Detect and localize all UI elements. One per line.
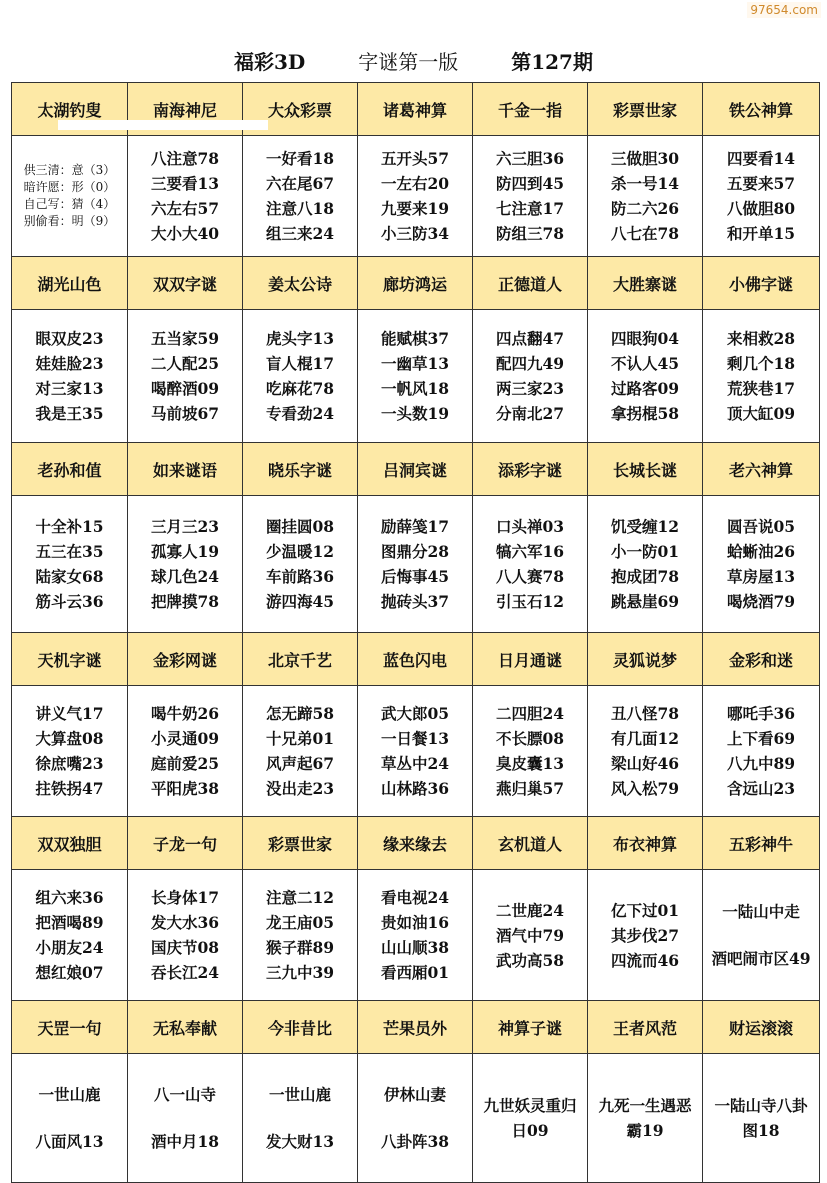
source-name-cell: 大众彩票	[243, 83, 358, 136]
source-name-cell: 天罡一句	[12, 1001, 128, 1054]
riddle-line: 哪吒手36	[726, 704, 796, 723]
source-name-cell: 老孙和值	[12, 443, 128, 496]
riddle-line: 燕归巢57	[495, 779, 565, 798]
riddle-cell	[358, 870, 473, 1001]
riddle-cell	[473, 136, 588, 257]
riddle-line: 防四到45	[495, 174, 565, 193]
riddle-line: 饥受缠12	[610, 517, 680, 536]
riddle-line: 讲义气17	[35, 704, 104, 723]
riddle-line: 五开头57	[380, 149, 450, 168]
riddle-cell	[703, 136, 820, 257]
riddle-line: 分南北27	[495, 404, 565, 423]
source-name-cell: 添彩字谜	[473, 443, 588, 496]
title-lottery: 福彩3D	[234, 50, 306, 74]
riddle-cell	[12, 136, 128, 257]
riddle-line: 八做胆80	[726, 199, 796, 218]
riddle-line: 八面风13	[35, 1132, 104, 1151]
riddle-line: 五三在35	[35, 542, 104, 561]
riddle-line: 圆吾说05	[726, 517, 796, 536]
riddle-line: 四点翻47	[495, 329, 565, 348]
source-name-cell: 太湖钓叟	[12, 83, 128, 136]
riddle-line: 车前路36	[265, 567, 335, 586]
source-name-cell: 正德道人	[473, 257, 588, 310]
riddle-line: 风入松79	[610, 779, 680, 798]
riddle-line: 对三家13	[35, 379, 104, 398]
riddle-line: 三九中39	[265, 963, 335, 982]
riddle-line: 少温暖12	[265, 542, 335, 561]
riddle-cell	[12, 870, 128, 1001]
riddle-cell	[358, 496, 473, 633]
riddle-line: 后悔事45	[380, 567, 450, 586]
riddle-line: 九死一生遇恶霸19	[598, 1096, 692, 1140]
riddle-line: 长身体17	[150, 888, 220, 907]
riddle-line: 虎头字13	[265, 329, 335, 348]
riddle-row	[12, 1054, 820, 1183]
spacer	[358, 1107, 472, 1129]
source-name-cell: 诸葛神算	[358, 83, 473, 136]
riddle-cell	[243, 496, 358, 633]
riddle-line: 猴子群89	[265, 938, 335, 957]
riddle-line: 把牌摸78	[150, 592, 220, 611]
riddle-line: 六三胆36	[495, 149, 565, 168]
source-name-cell: 彩票世家	[243, 817, 358, 870]
spacer	[243, 1107, 357, 1129]
riddle-line: 八七在78	[610, 224, 680, 243]
riddle-line: 供三清：意（3）	[23, 163, 116, 177]
riddle-line: 一左右20	[380, 174, 450, 193]
riddle-line: 八九中89	[726, 754, 796, 773]
riddle-cell	[703, 496, 820, 633]
riddle-line: 拿拐棍58	[610, 404, 680, 423]
source-name-cell: 子龙一句	[128, 817, 243, 870]
riddle-cell	[473, 870, 588, 1001]
riddle-cell	[128, 310, 243, 443]
riddle-line: 一世山鹿	[38, 1085, 101, 1104]
riddle-line: 眼双皮23	[35, 329, 104, 348]
riddle-line: 五当家59	[150, 329, 220, 348]
source-name-cell: 今非昔比	[243, 1001, 358, 1054]
riddle-cell	[703, 686, 820, 817]
riddle-cell	[128, 136, 243, 257]
riddle-line: 风声起67	[265, 754, 335, 773]
source-name-cell: 吕洞宾谜	[358, 443, 473, 496]
riddle-cell	[473, 686, 588, 817]
riddle-line: 剩几个18	[726, 354, 796, 373]
riddle-line: 小灵通09	[150, 729, 220, 748]
riddle-line: 不长膘08	[495, 729, 565, 748]
riddle-line: 喝牛奶26	[150, 704, 220, 723]
riddle-line: 图鼎分28	[380, 542, 450, 561]
riddle-line: 组六来36	[35, 888, 104, 907]
riddle-line: 平阳虎38	[150, 779, 220, 798]
riddle-line: 我是王35	[35, 404, 104, 423]
riddle-line: 上下看69	[726, 729, 796, 748]
riddle-line: 小三防34	[380, 224, 450, 243]
spacer	[128, 1107, 242, 1129]
riddle-line: 二人配25	[150, 354, 220, 373]
riddle-cell	[128, 496, 243, 633]
riddle-line: 二四胆24	[495, 704, 565, 723]
riddle-line: 马前坡67	[150, 404, 220, 423]
riddle-line: 把酒喝89	[35, 913, 104, 932]
header-row	[12, 1001, 820, 1054]
riddle-line: 盲人棍17	[265, 354, 335, 373]
riddle-line: 贵如油16	[380, 913, 450, 932]
source-name-cell: 蓝色闪电	[358, 633, 473, 686]
riddle-cell	[128, 686, 243, 817]
riddle-row	[12, 870, 820, 1001]
riddle-line: 组三来24	[265, 224, 335, 243]
riddle-line: 三月三23	[150, 517, 220, 536]
riddle-line: 注意二12	[265, 888, 335, 907]
riddle-line: 国庆节08	[150, 938, 220, 957]
riddle-line: 山山顺38	[380, 938, 450, 957]
riddle-line: 武大郎05	[380, 704, 450, 723]
riddle-line: 一幽草13	[380, 354, 450, 373]
riddle-line: 口头禅03	[495, 517, 565, 536]
riddle-line: 喝烧酒79	[726, 592, 796, 611]
riddle-line: 酒吧闹市区49	[711, 949, 811, 968]
riddle-line: 五要来57	[726, 174, 796, 193]
riddle-cell	[243, 310, 358, 443]
riddle-line: 能赋棋37	[380, 329, 450, 348]
riddle-line: 八注意78	[150, 149, 220, 168]
riddle-line: 大算盘08	[35, 729, 104, 748]
source-name-cell: 灵狐说梦	[588, 633, 703, 686]
source-name-cell: 金彩网谜	[128, 633, 243, 686]
riddle-line: 配四九49	[495, 354, 565, 373]
riddle-line: 防组三78	[495, 224, 565, 243]
riddle-line: 庭前爱25	[150, 754, 220, 773]
source-name-cell: 廊坊鸿运	[358, 257, 473, 310]
riddle-line: 一陆山中走	[722, 902, 800, 921]
header-row	[12, 443, 820, 496]
riddle-line: 过路客09	[610, 379, 680, 398]
riddle-line: 其步伐27	[610, 925, 680, 945]
riddle-line: 蛤蜥油26	[726, 542, 796, 561]
riddle-line: 抱成团78	[610, 567, 680, 586]
riddle-line: 含远山23	[726, 779, 796, 798]
riddle-cell	[243, 1054, 358, 1183]
riddle-line: 酒中月18	[150, 1132, 220, 1151]
source-name-cell: 千金一指	[473, 83, 588, 136]
riddle-cell	[703, 310, 820, 443]
source-name-cell: 金彩和迷	[703, 633, 820, 686]
riddle-line: 四要看14	[726, 149, 796, 168]
riddle-line: 来相救28	[726, 329, 796, 348]
riddle-line: 十全补15	[35, 517, 104, 536]
riddle-line: 大小大40	[150, 224, 220, 243]
source-name-cell: 双双字谜	[128, 257, 243, 310]
source-name-cell: 五彩神牛	[703, 817, 820, 870]
puzzle-grid	[11, 82, 820, 1183]
source-name-cell: 南海神尼	[128, 83, 243, 136]
riddle-cell	[703, 1054, 820, 1183]
riddle-cell	[473, 1054, 588, 1183]
riddle-cell	[12, 496, 128, 633]
riddle-line: 暗许愿：形（0）	[23, 180, 116, 194]
source-name-cell: 天机字谜	[12, 633, 128, 686]
riddle-line: 徐庶嘴23	[35, 754, 104, 773]
riddle-line: 别偷看：明（9）	[23, 214, 116, 228]
source-name-cell: 玄机道人	[473, 817, 588, 870]
riddle-cell	[588, 496, 703, 633]
header-row	[12, 633, 820, 686]
riddle-line: 娃娃脸23	[35, 354, 104, 373]
source-name-cell: 双双独胆	[12, 817, 128, 870]
riddle-cell	[588, 136, 703, 257]
spacer	[12, 1107, 127, 1129]
riddle-line: 十兄弟01	[265, 729, 335, 748]
riddle-line: 八卦阵38	[380, 1132, 450, 1151]
title-issue: 第127期	[511, 50, 593, 74]
source-name-cell: 王者风范	[588, 1001, 703, 1054]
riddle-line: 丑八怪78	[610, 704, 680, 723]
riddle-line: 筋斗云36	[35, 592, 104, 611]
riddle-line: 杀一号14	[610, 174, 680, 193]
riddle-cell	[473, 496, 588, 633]
riddle-line: 亿下过01	[610, 900, 680, 920]
riddle-line: 九要来19	[380, 199, 450, 218]
riddle-cell	[358, 686, 473, 817]
riddle-line: 有几面12	[610, 729, 680, 748]
riddle-line: 草房屋13	[726, 567, 796, 586]
riddle-cell	[703, 870, 820, 1001]
riddle-line: 一陆山寺八卦图18	[714, 1096, 808, 1140]
riddle-line: 臭皮囊13	[495, 754, 565, 773]
riddle-line: 六左右57	[150, 199, 220, 218]
riddle-line: 防二六26	[610, 199, 680, 218]
source-name-cell: 布衣神算	[588, 817, 703, 870]
riddle-line: 三做胆30	[610, 149, 680, 168]
riddle-line: 一帆风18	[380, 379, 450, 398]
riddle-line: 两三家23	[495, 379, 565, 398]
riddle-line: 陆家女68	[35, 567, 104, 586]
riddle-line: 看电视24	[380, 888, 450, 907]
riddle-line: 喝醉酒09	[150, 379, 220, 398]
source-name-cell: 神算子谜	[473, 1001, 588, 1054]
riddle-line: 圈挂圆08	[265, 517, 335, 536]
riddle-line: 怎无蹄58	[265, 704, 335, 723]
watermark: 97654.com	[747, 2, 821, 18]
riddle-row	[12, 310, 820, 443]
riddle-cell	[588, 310, 703, 443]
source-name-cell: 财运滚滚	[703, 1001, 820, 1054]
riddle-line: 没出走23	[265, 779, 335, 798]
riddle-line: 小一防01	[610, 542, 680, 561]
riddle-line: 想红娘07	[35, 963, 104, 982]
source-name-cell: 长城长谜	[588, 443, 703, 496]
riddle-line: 山林路36	[380, 779, 450, 798]
riddle-line: 引玉石12	[495, 592, 565, 611]
riddle-line: 犒六军16	[495, 542, 565, 561]
header-row	[12, 257, 820, 310]
riddle-line: 四流而46	[610, 950, 680, 970]
header-row	[12, 817, 820, 870]
riddle-line: 看西厢01	[380, 963, 450, 982]
riddle-cell	[12, 686, 128, 817]
riddle-line: 球几色24	[150, 567, 220, 586]
title-edition: 字谜第一版	[358, 50, 459, 74]
riddle-line: 孤寡人19	[150, 542, 220, 561]
riddle-line: 跳悬崖69	[610, 592, 680, 611]
riddle-line: 武功高58	[495, 950, 565, 970]
riddle-line: 吞长江24	[150, 963, 220, 982]
source-name-cell: 湖光山色	[12, 257, 128, 310]
riddle-row	[12, 136, 820, 257]
source-name-cell: 北京千艺	[243, 633, 358, 686]
riddle-cell	[588, 1054, 703, 1183]
source-name-cell: 日月通谜	[473, 633, 588, 686]
riddle-line: 顶大缸09	[726, 404, 796, 423]
riddle-line: 草丛中24	[380, 754, 450, 773]
riddle-line: 八人赛78	[495, 567, 565, 586]
riddle-line: 四眼狗04	[610, 329, 680, 348]
riddle-cell	[473, 310, 588, 443]
riddle-cell	[12, 310, 128, 443]
source-name-cell: 如来谜语	[128, 443, 243, 496]
riddle-line: 发大财13	[265, 1132, 335, 1151]
riddle-cell	[358, 1054, 473, 1183]
riddle-row	[12, 686, 820, 817]
riddle-line: 发大水36	[150, 913, 220, 932]
spacer	[703, 924, 819, 946]
source-name-cell: 大胜寨谜	[588, 257, 703, 310]
riddle-line: 荒狭巷17	[726, 379, 796, 398]
riddle-cell	[128, 870, 243, 1001]
riddle-cell	[128, 1054, 243, 1183]
riddle-line: 专看劲24	[265, 404, 335, 423]
riddle-line: 六在尾67	[265, 174, 335, 193]
source-name-cell: 老六神算	[703, 443, 820, 496]
page-title	[0, 46, 827, 76]
riddle-line: 二世鹿24	[495, 900, 565, 920]
riddle-line: 三要看13	[150, 174, 220, 193]
source-name-cell: 姜太公诗	[243, 257, 358, 310]
riddle-cell	[243, 870, 358, 1001]
riddle-line: 一世山鹿	[268, 1085, 331, 1104]
riddle-line: 九世妖灵重归日09	[483, 1096, 577, 1140]
riddle-line: 游四海45	[265, 592, 335, 611]
source-name-cell: 缘来缘去	[358, 817, 473, 870]
source-name-cell: 无私奉献	[128, 1001, 243, 1054]
riddle-line: 自己写：猜（4）	[23, 197, 116, 211]
riddle-line: 一好看18	[265, 149, 335, 168]
riddle-line: 小朋友24	[35, 938, 104, 957]
riddle-line: 注意八18	[265, 199, 335, 218]
riddle-line: 龙王庙05	[265, 913, 335, 932]
riddle-line: 七注意17	[495, 199, 565, 218]
riddle-line: 不认人45	[610, 354, 680, 373]
riddle-cell	[358, 136, 473, 257]
riddle-line: 梁山好46	[610, 754, 680, 773]
riddle-line: 一日餐13	[380, 729, 450, 748]
riddle-cell	[588, 870, 703, 1001]
riddle-line: 八一山寺	[153, 1085, 216, 1104]
riddle-line: 抛砖头37	[380, 592, 450, 611]
riddle-cell	[12, 1054, 128, 1183]
source-name-cell: 彩票世家	[588, 83, 703, 136]
source-name-cell: 芒果员外	[358, 1001, 473, 1054]
riddle-line: 酒气中79	[495, 925, 565, 945]
riddle-line: 吃麻花78	[265, 379, 335, 398]
riddle-line: 一头数19	[380, 404, 450, 423]
redaction-mask	[58, 120, 268, 130]
riddle-line: 伊林山妻	[383, 1085, 446, 1104]
riddle-cell	[243, 136, 358, 257]
riddle-cell	[588, 686, 703, 817]
riddle-cell	[243, 686, 358, 817]
source-name-cell: 小佛字谜	[703, 257, 820, 310]
source-name-cell: 晓乐字谜	[243, 443, 358, 496]
source-name-cell: 铁公神算	[703, 83, 820, 136]
riddle-row	[12, 496, 820, 633]
riddle-line: 拄铁拐47	[35, 779, 104, 798]
riddle-line: 和开单15	[726, 224, 796, 243]
riddle-cell	[358, 310, 473, 443]
riddle-line: 励薛笺17	[380, 517, 450, 536]
